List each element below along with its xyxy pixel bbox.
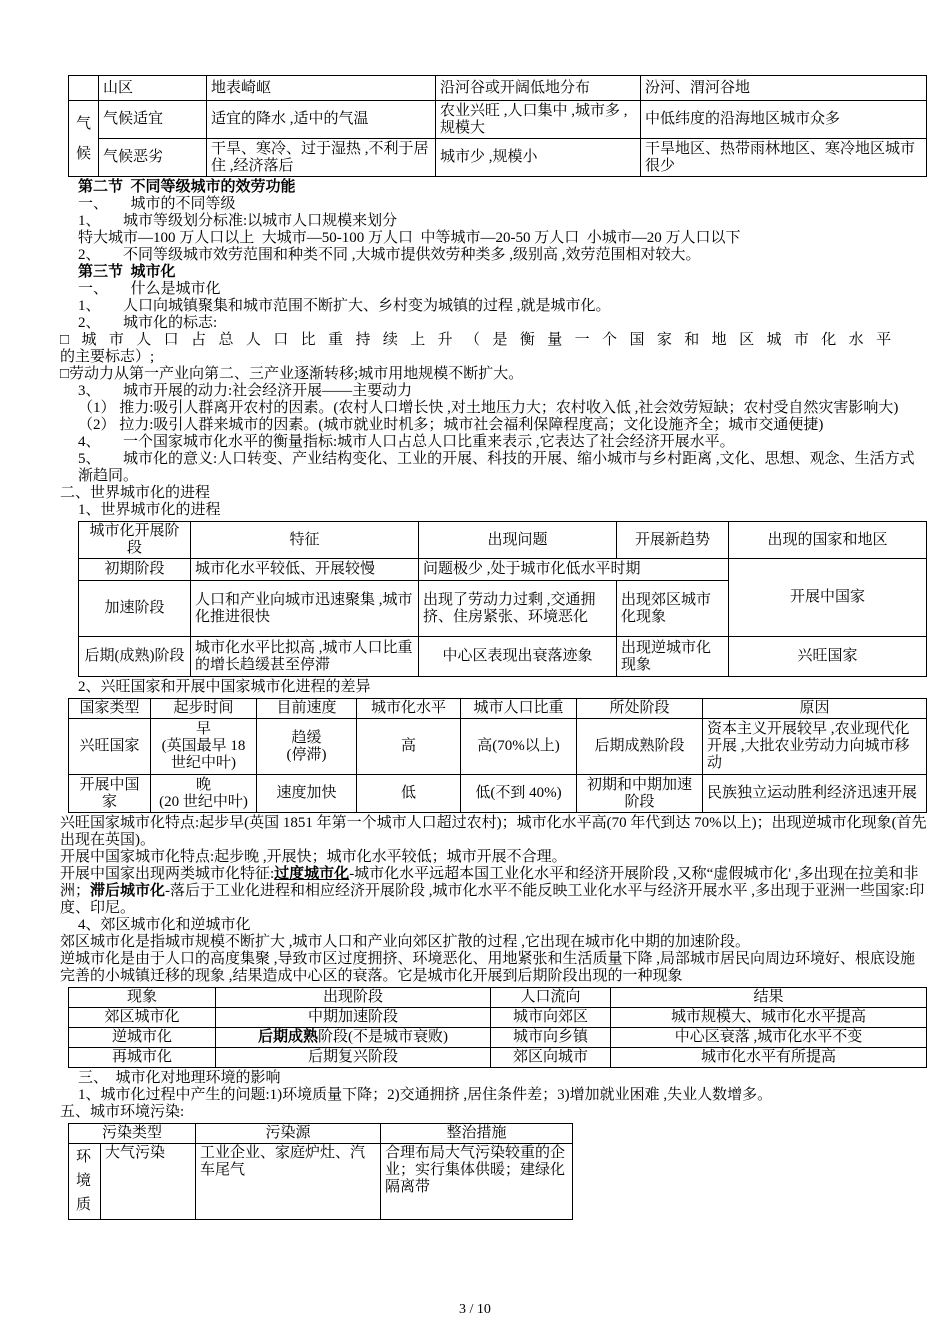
- table-cell: 城市向乡镇: [491, 1028, 611, 1048]
- column-header: 城市人口比重: [461, 699, 577, 719]
- list-item: 2、 城市化的标志:: [78, 315, 218, 331]
- table-cell: 民族独立运动胜利经济迅速开展: [703, 775, 927, 813]
- environment-pollution-table: [68, 1123, 573, 1220]
- list-item: （2） 拉力:吸引人群来城市的因素。(城市就业时机多；城市社会福利保障程度高；文化设施齐全；城市交通便捷): [78, 417, 824, 433]
- table-cell: 气候恶劣: [99, 139, 207, 177]
- cell-line: 早: [195, 721, 211, 737]
- world-urbanization-stages-table: [78, 521, 927, 677]
- bold-segment: 后期成熟: [257, 1029, 318, 1045]
- table-cell: 后期复兴阶段: [216, 1048, 491, 1068]
- table-row: [69, 1048, 927, 1068]
- column-header: 城市化水平: [357, 699, 461, 719]
- table-cell: 中心区表现出衰落迹象: [419, 637, 617, 677]
- difference-heading: 2、兴旺国家和开展中国家城市化进程的差异: [78, 679, 371, 695]
- cell-line: (20 世纪中叶): [159, 793, 248, 810]
- urbanization-indicator-line: □城市人口占总人口比重持续上升（是衡量一个国家和地区城市化水平: [60, 332, 904, 348]
- table-row: [69, 1008, 927, 1028]
- table-header-row: [69, 988, 927, 1008]
- table-cell: 出现郊区城市化现象: [617, 581, 729, 637]
- column-header: 特征: [191, 522, 419, 559]
- table-cell: 低: [357, 775, 461, 813]
- list-item: 5、 城市化的意义:人口转变、产业结构变化、工业的开展、科技的开展、缩小城市与乡村距离 ,文化、思想、观念、生活方式渐趋同。: [78, 451, 915, 484]
- column-header: 结果: [611, 988, 927, 1008]
- table-cell: 兴旺国家: [69, 719, 151, 775]
- table-row: [69, 775, 927, 813]
- table-cell: 干旱地区、热带雨林地区、寒冷地区城市很少: [641, 139, 927, 177]
- row-group-label: 气候: [69, 101, 99, 177]
- developing-features-paragraph: 开展中国家城市化特点:起步晚 ,开展快；城市化水平较低；城市开展不合理。: [60, 849, 567, 865]
- table-cell: 高: [357, 719, 461, 775]
- list-item: 3、 城市开展的动力:社会经济开展——主要动力: [78, 383, 413, 399]
- table-cell: 大气污染: [101, 1144, 196, 1220]
- table-cell: 干旱、寒冷、过于湿热 ,不利于居住 ,经济落后: [207, 139, 436, 177]
- table-cell: 城市规模大、城市化水平提高: [611, 1008, 927, 1028]
- table-header-row: [79, 522, 927, 559]
- cell-line: 晚: [195, 776, 211, 793]
- column-header: 所处阶段: [577, 699, 703, 719]
- table-cell: 速度加快: [257, 775, 357, 813]
- section3-sub-heading: 一、 什么是城市化: [78, 281, 221, 297]
- suburbanization-paragraph: 郊区城市化是指城市规模不断扩大 ,城市人口和产业向郊区扩散的过程 ,它出现在城市化中期的加速阶段。: [60, 934, 751, 950]
- text-segment: -落后于工业化进程和相应经济开展阶段 ,城市化水平不能反映工业化水平与经济开展水平 ,多出现于亚洲一些国家:印度、印尼。: [60, 883, 925, 916]
- table-cell: 气候适宜: [99, 101, 207, 139]
- section-environment-impact-heading: 三、 城市化对地理环境的影响: [78, 1070, 281, 1086]
- column-header: 起步时间: [151, 699, 257, 719]
- term-lagged-urbanization: 滞后城市化: [90, 883, 166, 899]
- table-header-row: [69, 1124, 573, 1144]
- list-item: 4、 一个国家城市化水平的衡量指标:城市人口占总人口比重来表示 ,它表达了社会经济开展水平。: [78, 434, 735, 450]
- counter-urbanization-paragraph: 逆城市化是由于人口的高度集聚 ,导致市区过度拥挤、环境恶化、用地紧张和生活质量下降 ,局部城市居民向周边环境好、根底设施完善的小城镇迁移的现象 ,结果造成中心区的衰落。它是城市化开展到后期阶段出现的一种现象: [60, 951, 916, 984]
- table-cell: 地表崎岖: [207, 76, 436, 101]
- text-segment: 开展中国家出现两类城市化特征:: [60, 866, 275, 882]
- cell-line: (英国最早 18 世纪中叶): [161, 738, 246, 771]
- list-item: 2、 不同等级城市效劳范围和种类不同 ,大城市提供效劳种类多 ,级别高 ,效劳范围相对较大。: [78, 247, 701, 263]
- table-cell: 农业兴旺 ,人口集中 ,城市多 ,规模大: [436, 101, 641, 139]
- section3-heading: 第三节 城市化: [78, 264, 176, 280]
- subsection2-heading: 二、世界城市化的进程: [60, 485, 211, 501]
- table-cell: 合理布局大气污染较重的企业；实行集体供暖；建绿化隔离带: [381, 1144, 573, 1220]
- table-header-row: [69, 699, 927, 719]
- table-cell: 资本主义开展较早 ,农业现代化开展 ,大批农业劳动力向城市移动: [703, 719, 927, 775]
- table-cell: 中心区衰落 ,城市化水平不变: [611, 1028, 927, 1048]
- table-row: [79, 637, 927, 677]
- table-cell: 中低纬度的沿海地区城市众多: [641, 101, 927, 139]
- suburbanization-heading: 4、郊区城市化和逆城市化: [78, 917, 251, 933]
- column-header: 出现阶段: [216, 988, 491, 1008]
- table-cell: 郊区城市化: [69, 1008, 216, 1028]
- developed-features-paragraph: 兴旺国家城市化特点:起步早(英国 1851 年第一个城市人口超过农村)；城市化水平高(70 年代到达 70%以上)；出现逆城市化现象(首先出现在英国)。: [60, 815, 927, 848]
- table-cell: 沿河谷或开阔低地分布: [436, 76, 641, 101]
- table-cell: 出现了劳动力过剩 ,交通拥挤、住房紧张、环境恶化: [419, 581, 617, 637]
- cell-line: (停滞): [286, 746, 327, 763]
- urbanization-indicator-line2: □劳动力从第一产业向第二、三产业逐渐转移;城市用地规模不断扩大。: [60, 366, 524, 382]
- column-header: 出现的国家和地区: [729, 522, 927, 559]
- table-cell: 适宜的降水 ,适中的气温: [207, 101, 436, 139]
- table-cell: 郊区向城市: [491, 1048, 611, 1068]
- table-cell: 低(不到 40%): [461, 775, 577, 813]
- table-cell: 工业企业、家庭炉灶、汽车尾气: [196, 1144, 381, 1220]
- developed-vs-developing-table: [68, 698, 927, 813]
- urbanization-problems-paragraph: 1、城市化过程中产生的问题:1)环境质量下降；2)交通拥挤 ,居住条件差；3)增加就业困难 ,失业人数增多。: [78, 1087, 773, 1103]
- world-urbanization-process-heading: 1、世界城市化的进程: [78, 502, 221, 518]
- column-header: 原因: [703, 699, 927, 719]
- section2-heading: 第二节 不同等级城市的效劳功能: [78, 179, 296, 195]
- table-row: [69, 719, 927, 775]
- table-cell: 逆城市化: [69, 1028, 216, 1048]
- table-cell: 后期(成熟)阶段: [79, 637, 191, 677]
- table-cell: [216, 1028, 491, 1048]
- text-segment: -城市化水平远超本国工业化水平和经济开展阶段 ,又称“虚假城市化' ,多出现在拉美和非洲；: [60, 866, 919, 899]
- table-cell: 再城市化: [69, 1048, 216, 1068]
- table-cell: [151, 775, 257, 813]
- list-item: （1） 推力:吸引人群离开农村的因素。(农村人口增长快 ,对土地压力大；农村收入低 ,社会效劳短缺；农村受自然灾害影响大): [78, 400, 899, 416]
- table-row: [69, 101, 927, 139]
- table-cell: 城市化水平较低、开展较慢: [191, 559, 419, 581]
- term-overurbanization: 过度城市化: [274, 866, 350, 882]
- table-cell: 开展中国家: [729, 559, 927, 637]
- urbanization-phenomena-table: [68, 987, 927, 1068]
- table-cell: 兴旺国家: [729, 637, 927, 677]
- table-cell: 初期阶段: [79, 559, 191, 581]
- table-row: [69, 76, 927, 101]
- column-header: 城市化开展阶段: [79, 522, 191, 559]
- table-cell: 加速阶段: [79, 581, 191, 637]
- text-segment: 阶段(不是城市衰败): [318, 1029, 448, 1045]
- table-cell: 人口和产业向城市迅速聚集 ,城市化推进很快: [191, 581, 419, 637]
- city-size-classes-line: 特大城市—100 万人口以上 大城市—50-100 万人口 中等城市—20-50 万人口 小城市—20 万人口以下: [78, 230, 741, 246]
- table-row: [69, 1144, 573, 1220]
- column-header: 开展新趋势: [617, 522, 729, 559]
- table-cell: [257, 719, 357, 775]
- page-number: 3 / 10: [459, 1302, 491, 1317]
- table-cell: 城市化水平有所提高: [611, 1048, 927, 1068]
- column-header: 国家类型: [69, 699, 151, 719]
- table-cell: 中期加速阶段: [216, 1008, 491, 1028]
- list-item: 1、 城市等级划分标准:以城市人口规模来划分: [78, 213, 398, 229]
- table-cell: 后期成熟阶段: [577, 719, 703, 775]
- table-cell: 城市向郊区: [491, 1008, 611, 1028]
- table-cell: [151, 719, 257, 775]
- urbanization-indicator-line-cont: 的主要标志）;: [60, 349, 155, 365]
- table-cell: [69, 76, 99, 101]
- pollution-heading: 五、城市环境污染:: [60, 1104, 185, 1120]
- table-row: [79, 559, 927, 581]
- cell-line: 趋缓: [291, 729, 322, 746]
- section2-sub-heading: 一、 城市的不同等级: [78, 196, 236, 212]
- column-header: 目前速度: [257, 699, 357, 719]
- table-cell: 城市化水平比拟高 ,城市人口比重的增长趋缓甚至停滞: [191, 637, 419, 677]
- world-urbanization-stages-table-wrapper: [60, 521, 927, 677]
- table-cell: 城市少 ,规模小: [436, 139, 641, 177]
- table-cell: 高(70%以上): [461, 719, 577, 775]
- table-row: [69, 1028, 927, 1048]
- table-cell: 问题极少 ,处于城市化低水平时期: [419, 559, 729, 581]
- list-item: 1、 人口向城镇聚集和城市范围不断扩大、乡村变为城镇的过程 ,就是城市化。: [78, 298, 611, 314]
- table-cell: 汾河、渭河谷地: [641, 76, 927, 101]
- table-cell: 初期和中期加速阶段: [577, 775, 703, 813]
- column-header: 污染类型: [69, 1124, 196, 1144]
- column-header: 出现问题: [419, 522, 617, 559]
- column-header: 污染源: [196, 1124, 381, 1144]
- table-cell: 山区: [99, 76, 207, 101]
- developing-two-types-paragraph: [60, 866, 927, 917]
- table-row: [69, 139, 927, 177]
- table-cell: 出现逆城市化现象: [617, 637, 729, 677]
- column-header: 人口流向: [491, 988, 611, 1008]
- table-cell: 开展中国家: [69, 775, 151, 813]
- column-header: 整治措施: [381, 1124, 573, 1144]
- column-header: 现象: [69, 988, 216, 1008]
- row-group-label: 环境质: [69, 1144, 101, 1220]
- climate-location-table: [68, 75, 927, 177]
